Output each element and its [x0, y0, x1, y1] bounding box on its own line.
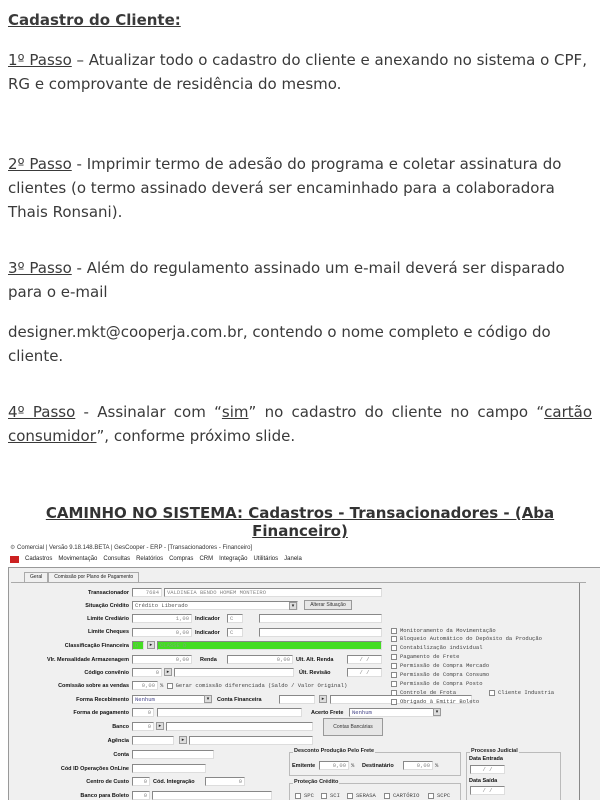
data-entrada-input[interactable]: / /: [470, 765, 505, 774]
forma-pagamento-input[interactable]: 0: [132, 708, 154, 717]
indicador-2-input[interactable]: C: [227, 628, 243, 637]
search-arrow-icon[interactable]: ▸: [179, 736, 187, 744]
checkbox-icon[interactable]: [391, 636, 397, 642]
label-cod-id-operacoes: Cód ID Operações OnLine: [60, 766, 129, 772]
situacao-credito-select[interactable]: Crédito Liberado: [132, 601, 298, 610]
checkbox-bloqueio[interactable]: [391, 635, 542, 643]
ult-alt-renda-input[interactable]: / /: [347, 655, 382, 664]
step-1-label: 1º Passo: [8, 51, 72, 69]
search-arrow-icon[interactable]: ▸: [147, 641, 155, 649]
app-icon: ⚙: [10, 545, 18, 551]
indicador-1-input[interactable]: C: [227, 614, 243, 623]
step-3: [8, 256, 592, 304]
step-4-sim: sim: [221, 403, 249, 421]
alterar-situacao-button[interactable]: Alterar Situação: [304, 600, 352, 610]
checkbox-label: Monitoramento da Movimentação: [400, 627, 496, 634]
label-limite-cheques: Limite Cheques: [88, 629, 129, 635]
step-3-text: - Além do regulamento assinado um e-mail deverá ser disparado para o e-mail: [8, 259, 565, 301]
agencia-desc-input[interactable]: [189, 736, 313, 745]
checkbox-cliente-industria[interactable]: [489, 689, 554, 697]
panel-divider: [579, 583, 580, 800]
checkbox-cartorio[interactable]: [384, 792, 419, 800]
label-situacao-credito: Situação Crédito: [85, 603, 129, 609]
label-forma-recebimento: Forma Recebimento: [76, 697, 129, 703]
label-banco: Banco: [112, 724, 129, 730]
erp-tabs: [24, 572, 139, 582]
banco-input[interactable]: 0: [132, 722, 154, 731]
step-3-email-line: designer.mkt@cooperja.com.br, contendo o nome completo e código do cliente.: [8, 323, 551, 365]
forma-pagamento-desc-input[interactable]: [157, 708, 302, 717]
emitente-percent: %: [351, 762, 355, 769]
checkbox-pagamento-frete[interactable]: [391, 653, 459, 661]
label-centro-custo: Centro de Custo: [86, 779, 129, 785]
agencia-input[interactable]: [132, 736, 174, 745]
tab-geral[interactable]: Geral: [24, 572, 48, 582]
transacionador-name-input[interactable]: VALDINEIA BENDO HOMEM MONTEIRO: [164, 588, 382, 597]
checkbox-icon[interactable]: [391, 681, 397, 687]
checkbox-icon[interactable]: [391, 645, 397, 651]
step-3-label: 3º Passo: [8, 259, 72, 277]
group-protecao-credito: [289, 779, 461, 800]
label-ult-revisao: Últ. Revisão: [299, 670, 331, 676]
group-processo-judicial-title: Processo Judicial: [471, 748, 518, 754]
label-data-entrada: Data Entrada: [469, 756, 503, 762]
label-forma-pagamento: Forma de pagamento: [73, 710, 129, 716]
label-acerto-frete: Acerto Frete: [311, 710, 344, 716]
tab-comissao-plano[interactable]: Comissão por Plano de Pagamento: [48, 572, 139, 582]
group-processo-judicial: [466, 748, 561, 800]
step-4-text-3: ”, conforme próximo slide.: [96, 427, 296, 445]
chevron-down-icon[interactable]: ▾: [204, 695, 212, 703]
checkbox-label: Permissão de Compra Mercado: [400, 662, 490, 669]
comissao-vendas-input[interactable]: 0,00: [132, 681, 158, 690]
codigo-convenio-input[interactable]: 0: [132, 668, 162, 677]
menu-relatorios[interactable]: Relatórios: [136, 556, 164, 562]
erp-screenshot: [8, 543, 600, 800]
checkbox-permissao-posto[interactable]: [391, 680, 483, 688]
menu-crm[interactable]: CRM: [199, 556, 214, 562]
step-4-campo: cartão consumidor: [8, 403, 593, 445]
label-vl-mensalidade: Vlr. Mensalidade Armazenagem: [46, 657, 129, 663]
label-classificacao-financeira: Classificação Financeira: [64, 643, 129, 649]
step-4-label: 4º Passo: [8, 403, 76, 421]
group-desconto-frete: [289, 748, 461, 776]
indicador-2-desc-input[interactable]: [259, 628, 382, 637]
menu-cadastros[interactable]: Cadastros: [25, 556, 53, 562]
checkbox-label: Permissão de Compra Posto: [400, 680, 483, 687]
path-heading: CAMINHO NO SISTEMA: Cadastros - Transacionadores - (Aba Financeiro): [45, 504, 555, 540]
limite-cheques-input[interactable]: 0,00: [132, 628, 192, 637]
checkbox-spc[interactable]: [295, 792, 314, 800]
banco-boleto-input[interactable]: 0: [132, 791, 150, 800]
conta-input[interactable]: [132, 750, 214, 759]
transacionador-code-input[interactable]: 7684: [132, 588, 162, 597]
checkbox-icon[interactable]: [391, 699, 397, 705]
checkbox-label: Contabilização individual: [400, 644, 483, 651]
chevron-down-icon[interactable]: ▾: [289, 602, 297, 610]
checkbox-label: SCI: [330, 792, 340, 799]
checkbox-permissao-consumo[interactable]: [391, 671, 489, 679]
checkbox-label: SCPC: [437, 792, 451, 799]
centro-custo-input[interactable]: 0: [132, 777, 150, 786]
checkbox-label: CARTÓRIO: [393, 792, 420, 799]
checkbox-icon[interactable]: [384, 793, 390, 799]
checkbox-icon[interactable]: [391, 663, 397, 669]
label-emitente: Emitente: [292, 763, 316, 769]
menu-consultas[interactable]: Consultas: [103, 556, 131, 562]
search-arrow-icon[interactable]: ▸: [164, 668, 172, 676]
chevron-down-icon[interactable]: ▾: [433, 708, 441, 716]
label-indicador-2: Indicador: [195, 630, 220, 636]
step-1: [8, 48, 592, 96]
classificacao-name-input[interactable]: CLASSE D: [157, 641, 382, 650]
group-desconto-frete-title: Desconto Produção Pelo Frete: [294, 748, 375, 754]
checkbox-icon[interactable]: [391, 690, 397, 696]
search-arrow-icon[interactable]: ▸: [156, 722, 164, 730]
label-destinatario: Destinatário: [362, 763, 394, 769]
label-codigo-convenio: Código convênio: [84, 670, 129, 676]
gerar-comissao-label: Gerar comissão diferenciada (Saldo / Valor Original): [175, 682, 348, 689]
erp-menu-bar: [8, 554, 600, 565]
destinatario-percent: %: [435, 762, 439, 769]
limite-crediario-input[interactable]: 1,00: [132, 614, 192, 623]
erp-panel: [8, 567, 600, 800]
acerto-frete-select[interactable]: Nenhum: [349, 708, 441, 717]
label-cod-integracao: Cód. Integração: [153, 779, 195, 785]
ult-revisao-input[interactable]: / /: [347, 668, 382, 677]
checkbox-scpc[interactable]: [428, 792, 450, 800]
erp-window-title: Comercial | Versão 9.18.148.BETA | GesCooper - ERP - [Transacionadores - Financeiro]: [17, 545, 253, 551]
menu-movimentacao[interactable]: Movimentação: [58, 556, 98, 562]
label-limite-crediario: Limite Crediário: [87, 616, 129, 622]
checkbox-icon[interactable]: [391, 672, 397, 678]
label-data-saida: Data Saída: [469, 778, 498, 784]
step-2-text: - Imprimir termo de adesão do programa e coletar assinatura do clientes (o termo assinado deverá ser encaminhado para a colaboradora Thais Ronsani).: [8, 155, 562, 221]
menu-utilitarios[interactable]: Utilitários: [253, 556, 279, 562]
conta-financeira-code-input[interactable]: [279, 695, 315, 704]
checkbox-label: Cliente Industria: [498, 689, 555, 696]
checkbox-icon[interactable]: [489, 690, 495, 696]
cod-id-operacoes-input[interactable]: [132, 764, 206, 773]
checkbox-obrigado-boleto[interactable]: [391, 698, 479, 706]
menu-janela[interactable]: Janela: [284, 556, 302, 562]
destinatario-input[interactable]: 0,00: [403, 761, 433, 770]
checkbox-icon[interactable]: [391, 628, 397, 634]
label-indicador-1: Indicador: [195, 616, 220, 622]
checkbox-controle-frota[interactable]: [391, 689, 456, 697]
banco-desc-input[interactable]: [166, 722, 313, 731]
checkbox-icon[interactable]: [428, 793, 434, 799]
checkbox-serasa[interactable]: [347, 792, 376, 800]
banco-boleto-desc-input[interactable]: [152, 791, 272, 800]
label-comissao-vendas: Comissão sobre as vendas: [58, 683, 129, 689]
vl-mensalidade-input[interactable]: 0,00: [132, 655, 192, 664]
contas-bancarias-button[interactable]: Contas Bancárias: [323, 718, 383, 736]
step-4-text-2: ” no cadastro do cliente no campo “: [248, 403, 545, 421]
step-1-text: – Atualizar todo o cadastro do cliente e anexando no sistema o CPF, RG e comprovante de residência do mesmo.: [8, 51, 587, 93]
step-2: [8, 152, 592, 224]
label-ult-alt-renda: Ult. Alt. Renda: [296, 657, 334, 663]
label-agencia: Agência: [107, 738, 129, 744]
forma-recebimento-select[interactable]: Nenhum: [132, 695, 212, 704]
checkbox-icon[interactable]: [167, 683, 173, 689]
checkbox-label: SERASA: [356, 792, 376, 799]
checkbox-label: Pagamento de Frete: [400, 653, 460, 660]
step-2-label: 2º Passo: [8, 155, 72, 173]
erp-title-bar: [8, 543, 600, 554]
checkbox-label: Controle de Frota: [400, 689, 457, 696]
checkbox-label: Obrigado à Emitir Boleto: [400, 698, 480, 705]
step-4: [8, 400, 592, 448]
checkbox-icon[interactable]: [391, 654, 397, 660]
classificacao-code-input[interactable]: D: [132, 641, 144, 650]
renda-input[interactable]: 0,00: [227, 655, 293, 664]
checkbox-icon[interactable]: [321, 793, 327, 799]
checkbox-sci[interactable]: [321, 792, 340, 800]
emitente-input[interactable]: 0,00: [319, 761, 349, 770]
gerar-comissao-checkbox[interactable]: [160, 682, 347, 690]
checkbox-label: Permissão de Compra Consumo: [400, 671, 490, 678]
menu-compras[interactable]: Compras: [169, 556, 194, 562]
checkbox-label: SPC: [304, 792, 314, 799]
erp-form: [11, 582, 586, 800]
checkbox-monitoramento[interactable]: [391, 627, 496, 635]
label-banco-boleto: Banco para Boleto: [80, 793, 129, 799]
codigo-convenio-desc-input[interactable]: [174, 668, 294, 677]
step-4-text-1: - Assinalar com “: [75, 403, 222, 421]
checkbox-icon[interactable]: [295, 793, 301, 799]
checkbox-permissao-mercado[interactable]: [391, 662, 489, 670]
percent-sign: %: [160, 682, 164, 689]
menu-integracao[interactable]: Integração: [219, 556, 248, 562]
cod-integracao-input[interactable]: 0: [205, 777, 245, 786]
label-conta-financeira: Conta Financeira: [217, 697, 262, 703]
erp-logo-icon: [10, 556, 19, 563]
label-conta: Conta: [113, 752, 129, 758]
search-arrow-icon[interactable]: ▸: [319, 695, 327, 703]
data-saida-input[interactable]: / /: [470, 786, 505, 795]
label-transacionador: Transacionador: [88, 590, 129, 596]
checkbox-icon[interactable]: [347, 793, 353, 799]
doc-title: Cadastro do Cliente:: [8, 11, 181, 29]
checkbox-label: Bloqueio Automático do Depósito da Produção: [400, 635, 542, 642]
label-renda: Renda: [200, 657, 217, 663]
indicador-1-desc-input[interactable]: [259, 614, 382, 623]
group-protecao-credito-title: Proteção Crédito: [294, 779, 339, 785]
checkbox-contabilizacao[interactable]: [391, 644, 483, 652]
